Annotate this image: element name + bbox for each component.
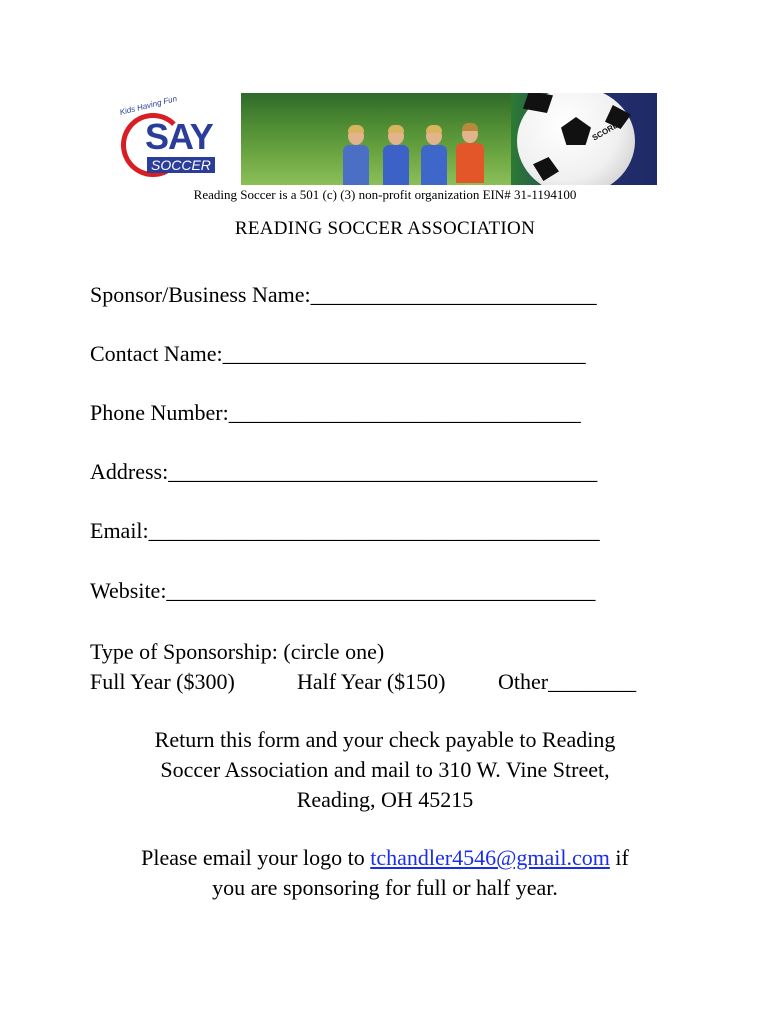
contact-name-field[interactable]: Contact Name:_________________________________: [90, 341, 586, 366]
sponsor-business-name-field[interactable]: Sponsor/Business Name:__________________________: [90, 282, 597, 307]
logo-request-line-1: [60, 843, 710, 873]
option-other[interactable]: Other________: [498, 669, 637, 694]
option-full-year[interactable]: Full Year ($300): [90, 669, 235, 694]
logo-request: [60, 843, 710, 903]
logo-tagline: Kids Having Fun: [118, 94, 178, 117]
sponsorship-type-label: Type of Sponsorship: (circle one): [90, 639, 385, 664]
child-figure: [453, 107, 487, 185]
children-soccer-photo: [241, 93, 511, 185]
email-field[interactable]: Email:_________________________________________: [90, 518, 600, 543]
soccer-ball-image: [511, 93, 657, 185]
logo-request-line-2: you are sponsoring for full or half year.: [212, 875, 558, 900]
header-banner: [113, 93, 657, 185]
website-field[interactable]: Website:_______________________________________: [90, 578, 596, 603]
email-link[interactable]: tchandler4546@gmail.com: [370, 845, 610, 870]
soccer-ball-icon: [517, 93, 635, 185]
address-field[interactable]: Address:_______________________________________: [90, 459, 598, 484]
logo-say-text: SAY: [145, 116, 213, 157]
return-line-2: Soccer Association and mail to 310 W. Vine Street,: [160, 757, 610, 782]
ball-brand-text: SCORE: [590, 120, 620, 143]
option-half-year[interactable]: Half Year ($150): [297, 669, 446, 694]
nonprofit-statement: Reading Soccer is a 501 (c) (3) non-profit organization EIN# 31-1194100: [193, 187, 577, 202]
return-instructions: [60, 725, 710, 815]
return-line-3: Reading, OH 45215: [296, 787, 474, 812]
return-line-1: Return this form and your check payable to Reading: [154, 727, 616, 752]
phone-number-field[interactable]: Phone Number:________________________________: [90, 400, 581, 425]
child-figure: [381, 111, 411, 185]
association-title: READING SOCCER ASSOCIATION: [234, 218, 536, 239]
logo-request-suffix: if: [609, 845, 629, 870]
child-figure: [341, 115, 371, 185]
child-figure: [419, 115, 449, 185]
say-soccer-logo: [113, 93, 241, 185]
logo-request-text: Please email your logo to: [141, 845, 371, 870]
logo-soccer-text: SOCCER: [147, 157, 215, 173]
